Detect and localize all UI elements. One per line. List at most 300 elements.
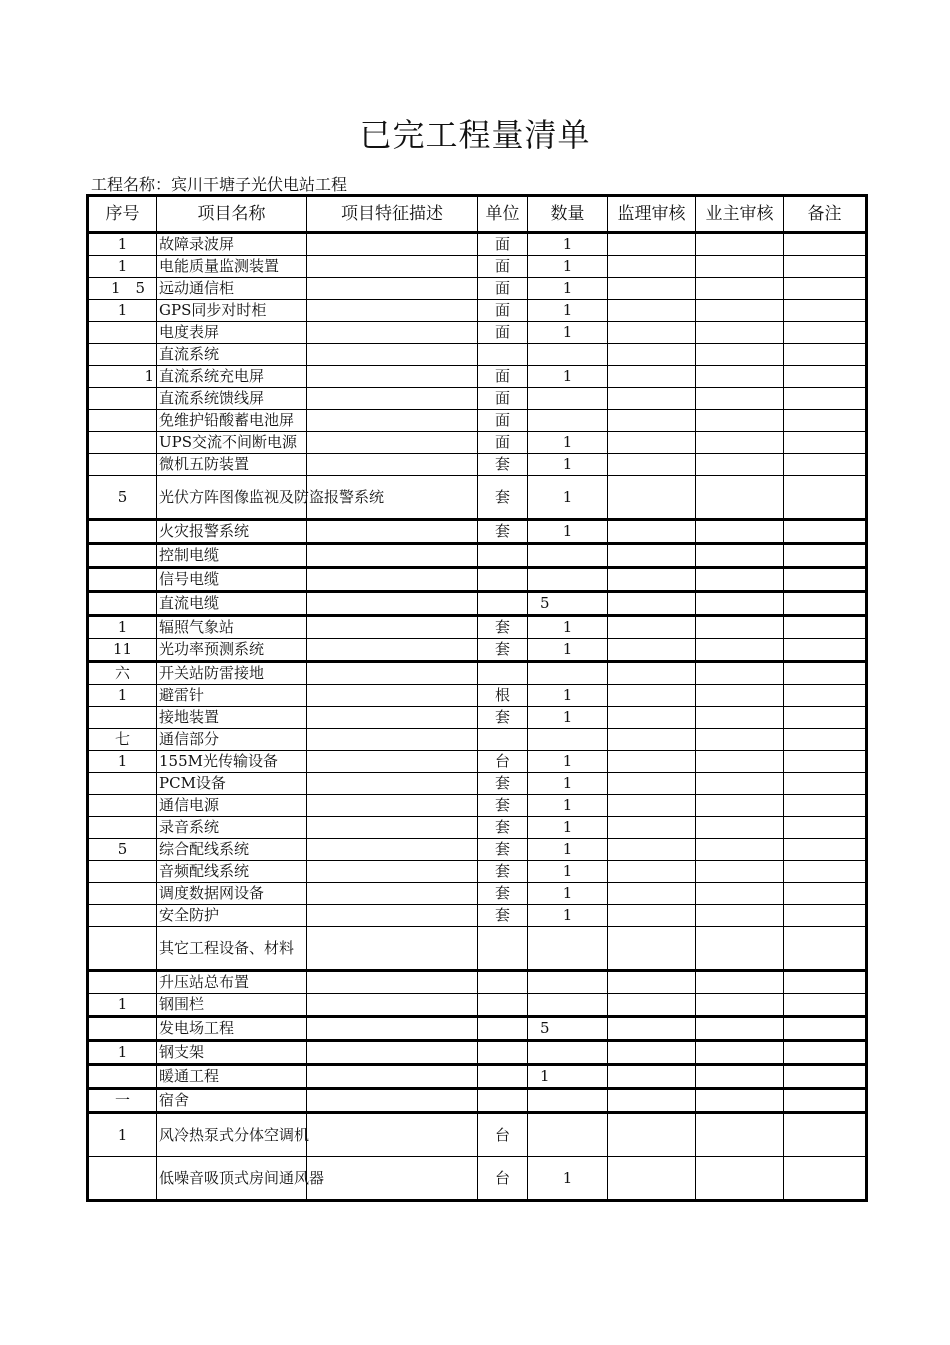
row-seq: 一 — [88, 1089, 157, 1113]
row-remarks — [784, 1157, 867, 1201]
row-item-name: 通信部分 — [157, 729, 307, 751]
row-owner-review — [696, 616, 784, 639]
row-quantity: 1 — [528, 639, 608, 662]
row-remarks — [784, 1089, 867, 1113]
table-row — [88, 432, 867, 454]
row-quantity — [528, 1113, 608, 1157]
row-supervisor-review — [608, 476, 696, 520]
row-supervisor-review — [608, 773, 696, 795]
row-item-name: 免维护铅酸蓄电池屏 — [157, 410, 307, 432]
header-supervisor-review: 监理审核 — [608, 196, 696, 233]
row-quantity — [528, 388, 608, 410]
header-remarks: 备注 — [784, 196, 867, 233]
row-remarks — [784, 994, 867, 1017]
row-remarks — [784, 839, 867, 861]
row-item-name: 接地装置 — [157, 707, 307, 729]
row-supervisor-review — [608, 707, 696, 729]
row-owner-review — [696, 476, 784, 520]
row-item-name: 电度表屏 — [157, 322, 307, 344]
row-quantity — [528, 568, 608, 592]
row-supervisor-review — [608, 300, 696, 322]
table-row — [88, 410, 867, 432]
row-seq: 1 — [88, 616, 157, 639]
row-seq — [88, 707, 157, 729]
row-owner-review — [696, 927, 784, 971]
row-remarks — [784, 883, 867, 905]
row-description — [307, 1017, 478, 1041]
row-unit — [478, 592, 528, 616]
row-seq — [88, 905, 157, 927]
table-row — [88, 994, 867, 1017]
row-owner-review — [696, 817, 784, 839]
row-seq: 1 — [88, 994, 157, 1017]
row-seq: 七 — [88, 729, 157, 751]
header-item-name: 项目名称 — [157, 196, 307, 233]
row-owner-review — [696, 454, 784, 476]
row-item-name: 电能质量监测装置 — [157, 256, 307, 278]
row-description — [307, 839, 478, 861]
row-quantity — [528, 1041, 608, 1065]
row-supervisor-review — [608, 662, 696, 685]
row-remarks — [784, 233, 867, 256]
row-owner-review — [696, 256, 784, 278]
row-quantity: 1 — [528, 751, 608, 773]
row-owner-review — [696, 278, 784, 300]
row-quantity: 1 — [528, 476, 608, 520]
row-unit: 面 — [478, 233, 528, 256]
row-remarks — [784, 729, 867, 751]
row-description — [307, 1157, 478, 1201]
row-description — [307, 751, 478, 773]
table-row — [88, 344, 867, 366]
row-item-name: 调度数据网设备 — [157, 883, 307, 905]
row-description — [307, 233, 478, 256]
row-supervisor-review — [608, 388, 696, 410]
row-remarks — [784, 639, 867, 662]
row-seq — [88, 1017, 157, 1041]
row-seq: 1 — [88, 1113, 157, 1157]
row-seq: 1 5 — [88, 278, 157, 300]
row-item-name: 暖通工程 — [157, 1065, 307, 1089]
row-seq — [88, 322, 157, 344]
table-row — [88, 971, 867, 994]
row-unit — [478, 927, 528, 971]
row-seq — [88, 883, 157, 905]
row-owner-review — [696, 568, 784, 592]
row-quantity — [528, 544, 608, 568]
row-unit: 套 — [478, 773, 528, 795]
row-description — [307, 994, 478, 1017]
row-owner-review — [696, 795, 784, 817]
row-remarks — [784, 861, 867, 883]
row-remarks — [784, 592, 867, 616]
table-row — [88, 883, 867, 905]
row-remarks — [784, 707, 867, 729]
row-quantity: 1 — [528, 278, 608, 300]
table-row — [88, 233, 867, 256]
row-quantity — [528, 927, 608, 971]
row-description — [307, 256, 478, 278]
row-seq: 1 — [88, 751, 157, 773]
row-quantity: 1 — [528, 366, 608, 388]
row-quantity — [528, 971, 608, 994]
row-seq — [88, 432, 157, 454]
header-owner-review: 业主审核 — [696, 196, 784, 233]
row-remarks — [784, 1113, 867, 1157]
row-unit: 面 — [478, 432, 528, 454]
row-description — [307, 344, 478, 366]
row-owner-review — [696, 233, 784, 256]
row-supervisor-review — [608, 592, 696, 616]
row-supervisor-review — [608, 639, 696, 662]
header-row — [88, 196, 867, 233]
row-remarks — [784, 544, 867, 568]
row-description — [307, 795, 478, 817]
row-seq — [88, 544, 157, 568]
row-remarks — [784, 322, 867, 344]
row-quantity: 5 — [528, 592, 608, 616]
row-unit — [478, 1017, 528, 1041]
row-owner-review — [696, 344, 784, 366]
row-supervisor-review — [608, 410, 696, 432]
row-unit: 套 — [478, 795, 528, 817]
row-seq — [88, 344, 157, 366]
row-quantity: 1 — [528, 520, 608, 544]
row-quantity: 1 — [528, 905, 608, 927]
row-unit: 台 — [478, 1157, 528, 1201]
row-quantity — [528, 994, 608, 1017]
table-row — [88, 388, 867, 410]
table-row — [88, 544, 867, 568]
row-supervisor-review — [608, 971, 696, 994]
row-unit: 面 — [478, 278, 528, 300]
row-item-name: 直流系统 — [157, 344, 307, 366]
header-quantity: 数量 — [528, 196, 608, 233]
row-seq — [88, 861, 157, 883]
table-row — [88, 1089, 867, 1113]
row-unit — [478, 971, 528, 994]
row-remarks — [784, 520, 867, 544]
row-item-name: 辐照气象站 — [157, 616, 307, 639]
row-owner-review — [696, 1017, 784, 1041]
row-supervisor-review — [608, 1113, 696, 1157]
row-seq: 11 — [88, 639, 157, 662]
row-item-name: 发电场工程 — [157, 1017, 307, 1041]
row-description — [307, 905, 478, 927]
row-item-name: 故障录波屏 — [157, 233, 307, 256]
row-supervisor-review — [608, 795, 696, 817]
row-owner-review — [696, 544, 784, 568]
row-owner-review — [696, 366, 784, 388]
row-supervisor-review — [608, 817, 696, 839]
row-owner-review — [696, 861, 784, 883]
row-owner-review — [696, 1041, 784, 1065]
row-owner-review — [696, 751, 784, 773]
row-unit: 套 — [478, 905, 528, 927]
row-seq — [88, 927, 157, 971]
row-quantity: 1 — [528, 773, 608, 795]
row-description — [307, 520, 478, 544]
row-item-name: 升压站总布置 — [157, 971, 307, 994]
table-row — [88, 817, 867, 839]
row-unit — [478, 344, 528, 366]
row-quantity — [528, 1089, 608, 1113]
row-owner-review — [696, 639, 784, 662]
row-unit: 套 — [478, 639, 528, 662]
row-unit: 套 — [478, 454, 528, 476]
row-item-name: GPS同步对时柜 — [157, 300, 307, 322]
row-description — [307, 971, 478, 994]
table-row — [88, 729, 867, 751]
row-supervisor-review — [608, 839, 696, 861]
row-owner-review — [696, 883, 784, 905]
row-owner-review — [696, 592, 784, 616]
table-row — [88, 476, 867, 520]
row-owner-review — [696, 1113, 784, 1157]
row-item-name: 火灾报警系统 — [157, 520, 307, 544]
table-row — [88, 454, 867, 476]
table-row — [88, 927, 867, 971]
row-unit: 台 — [478, 1113, 528, 1157]
table-row — [88, 685, 867, 707]
row-owner-review — [696, 410, 784, 432]
table-row — [88, 861, 867, 883]
row-unit — [478, 568, 528, 592]
table-row — [88, 568, 867, 592]
table-row — [88, 278, 867, 300]
row-item-name: 其它工程设备、材料 — [157, 927, 307, 971]
table-row — [88, 1017, 867, 1041]
row-item-name: 直流电缆 — [157, 592, 307, 616]
row-unit — [478, 1089, 528, 1113]
row-seq: 1 — [88, 1041, 157, 1065]
row-item-name: 低噪音吸顶式房间通风器 — [157, 1157, 307, 1201]
row-description — [307, 639, 478, 662]
row-seq — [88, 795, 157, 817]
row-remarks — [784, 344, 867, 366]
row-description — [307, 616, 478, 639]
row-unit: 根 — [478, 685, 528, 707]
row-item-name: 光功率预测系统 — [157, 639, 307, 662]
row-item-name: 音频配线系统 — [157, 861, 307, 883]
table-row — [88, 905, 867, 927]
row-quantity: 1 — [528, 861, 608, 883]
row-supervisor-review — [608, 568, 696, 592]
row-unit: 套 — [478, 616, 528, 639]
row-supervisor-review — [608, 256, 696, 278]
table-row — [88, 1113, 867, 1157]
row-item-name: 宿舍 — [157, 1089, 307, 1113]
row-seq: 1 — [88, 256, 157, 278]
row-quantity — [528, 410, 608, 432]
table-row — [88, 1041, 867, 1065]
table-row — [88, 366, 867, 388]
row-description — [307, 773, 478, 795]
row-remarks — [784, 432, 867, 454]
row-unit: 面 — [478, 256, 528, 278]
row-quantity: 1 — [528, 233, 608, 256]
row-supervisor-review — [608, 233, 696, 256]
row-supervisor-review — [608, 344, 696, 366]
row-owner-review — [696, 1089, 784, 1113]
row-seq — [88, 1065, 157, 1089]
row-owner-review — [696, 1065, 784, 1089]
row-item-name: 直流系统馈线屏 — [157, 388, 307, 410]
row-supervisor-review — [608, 883, 696, 905]
row-unit: 套 — [478, 817, 528, 839]
row-item-name: PCM设备 — [157, 773, 307, 795]
table-row — [88, 751, 867, 773]
row-description — [307, 432, 478, 454]
row-item-name: 通信电源 — [157, 795, 307, 817]
row-supervisor-review — [608, 685, 696, 707]
table-row — [88, 639, 867, 662]
row-remarks — [784, 685, 867, 707]
row-remarks — [784, 773, 867, 795]
row-quantity: 5 — [528, 1017, 608, 1041]
row-supervisor-review — [608, 1065, 696, 1089]
row-description — [307, 662, 478, 685]
row-quantity: 1 — [528, 685, 608, 707]
row-remarks — [784, 662, 867, 685]
row-unit: 套 — [478, 476, 528, 520]
row-description — [307, 817, 478, 839]
table-row — [88, 322, 867, 344]
row-unit: 套 — [478, 520, 528, 544]
row-unit: 套 — [478, 861, 528, 883]
row-supervisor-review — [608, 454, 696, 476]
row-description — [307, 1065, 478, 1089]
row-item-name: 开关站防雷接地 — [157, 662, 307, 685]
table-row — [88, 773, 867, 795]
row-item-name: UPS交流不间断电源 — [157, 432, 307, 454]
row-description — [307, 568, 478, 592]
table-row — [88, 795, 867, 817]
row-supervisor-review — [608, 322, 696, 344]
row-description — [307, 685, 478, 707]
row-quantity: 1 — [528, 256, 608, 278]
row-remarks — [784, 366, 867, 388]
row-owner-review — [696, 1157, 784, 1201]
row-remarks — [784, 795, 867, 817]
row-item-name: 安全防护 — [157, 905, 307, 927]
row-owner-review — [696, 685, 784, 707]
row-seq: 1 — [88, 300, 157, 322]
row-unit: 面 — [478, 366, 528, 388]
row-description — [307, 861, 478, 883]
row-quantity: 1 — [528, 817, 608, 839]
row-supervisor-review — [608, 994, 696, 1017]
row-description — [307, 883, 478, 905]
row-seq: 5 — [88, 839, 157, 861]
document-title: 已完工程量清单 — [359, 116, 591, 154]
row-remarks — [784, 256, 867, 278]
row-owner-review — [696, 388, 784, 410]
row-unit — [478, 544, 528, 568]
row-item-name: 钢围栏 — [157, 994, 307, 1017]
row-remarks — [784, 568, 867, 592]
table-body — [88, 233, 867, 1201]
row-description — [307, 366, 478, 388]
row-seq — [88, 971, 157, 994]
row-description — [307, 1089, 478, 1113]
header-description: 项目特征描述 — [307, 196, 478, 233]
row-owner-review — [696, 773, 784, 795]
row-supervisor-review — [608, 751, 696, 773]
row-unit: 套 — [478, 839, 528, 861]
row-description — [307, 729, 478, 751]
row-remarks — [784, 300, 867, 322]
row-description — [307, 410, 478, 432]
row-remarks — [784, 410, 867, 432]
row-unit — [478, 729, 528, 751]
row-owner-review — [696, 707, 784, 729]
row-supervisor-review — [608, 1041, 696, 1065]
row-item-name: 综合配线系统 — [157, 839, 307, 861]
row-remarks — [784, 1065, 867, 1089]
row-item-name: 控制电缆 — [157, 544, 307, 568]
table-row — [88, 1157, 867, 1201]
row-supervisor-review — [608, 616, 696, 639]
row-seq — [88, 520, 157, 544]
row-remarks — [784, 905, 867, 927]
table-row — [88, 592, 867, 616]
row-seq — [88, 592, 157, 616]
row-description — [307, 278, 478, 300]
row-quantity: 1 — [528, 300, 608, 322]
row-item-name: 钢支架 — [157, 1041, 307, 1065]
row-remarks — [784, 927, 867, 971]
table-row — [88, 256, 867, 278]
row-item-name: 风冷热泵式分体空调机 — [157, 1113, 307, 1157]
row-owner-review — [696, 994, 784, 1017]
row-description — [307, 707, 478, 729]
row-seq: 六 — [88, 662, 157, 685]
row-quantity: 1 — [528, 707, 608, 729]
project-name: 工程名称：宾川干塘子光伏电站工程 — [91, 175, 348, 194]
row-unit: 面 — [478, 322, 528, 344]
row-remarks — [784, 1041, 867, 1065]
row-seq — [88, 773, 157, 795]
row-item-name: 微机五防装置 — [157, 454, 307, 476]
row-unit: 面 — [478, 300, 528, 322]
row-quantity: 1 — [528, 322, 608, 344]
row-quantity: 1 — [528, 454, 608, 476]
row-seq — [88, 817, 157, 839]
row-quantity: 1 — [528, 616, 608, 639]
row-quantity — [528, 662, 608, 685]
row-seq: 1 — [88, 366, 157, 388]
row-owner-review — [696, 729, 784, 751]
table-row — [88, 520, 867, 544]
row-supervisor-review — [608, 278, 696, 300]
row-supervisor-review — [608, 366, 696, 388]
row-quantity: 1 — [528, 839, 608, 861]
row-seq: 1 — [88, 685, 157, 707]
row-description — [307, 544, 478, 568]
row-item-name: 录音系统 — [157, 817, 307, 839]
row-unit — [478, 1065, 528, 1089]
row-supervisor-review — [608, 520, 696, 544]
row-remarks — [784, 1017, 867, 1041]
row-quantity: 1 — [528, 1065, 608, 1089]
row-seq — [88, 568, 157, 592]
row-seq: 1 — [88, 233, 157, 256]
table-row — [88, 662, 867, 685]
row-seq — [88, 388, 157, 410]
row-unit: 套 — [478, 883, 528, 905]
row-seq — [88, 1157, 157, 1201]
